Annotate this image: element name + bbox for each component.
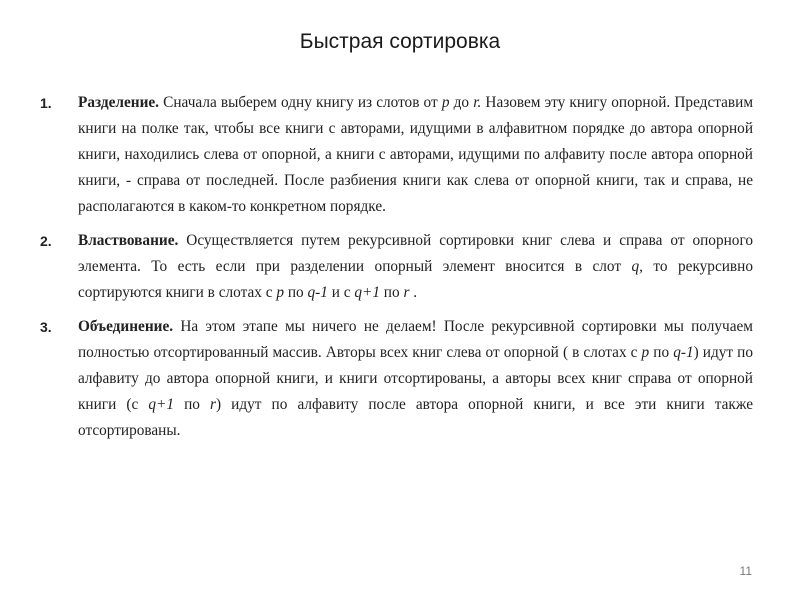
list-item-conquer (40, 228, 753, 306)
item-text: Назовем эту книгу опорной. Представим книги на полке так, чтобы все книги с авторами, идущими в алфавитном порядке до автора опорной книги, находились слева от опорной, а книги с авторами, идущими по алфавиту после автора опорной книги, - справа от последней. После разбиения книги как слева от опорной книги, так и справа, не располагаются в каком-то конкретном порядке. (78, 94, 753, 215)
item-text: по (649, 344, 674, 361)
item-text: по (284, 284, 308, 301)
item-text: по (173, 396, 210, 413)
item-variable: p (276, 284, 285, 301)
slide-title: Быстрая сортировка (299, 30, 501, 53)
page-number: 11 (739, 564, 752, 578)
item-number: 3. (40, 319, 52, 335)
item-variable: p (641, 344, 650, 361)
item-variable: q+1 (354, 284, 380, 301)
list-item-combine (40, 314, 753, 444)
item-number: 2. (40, 233, 52, 249)
item-number: 1. (40, 95, 52, 111)
item-variable: r (210, 396, 216, 413)
item-term: Разделение. (78, 94, 160, 111)
item-variable: r. (473, 94, 482, 111)
item-variable: q, (631, 258, 643, 275)
item-variable: q-1 (673, 344, 694, 361)
item-text: Сначала выберем одну книгу из слотов от (159, 94, 442, 111)
list-item-partition (40, 90, 753, 220)
item-text: до (449, 94, 474, 111)
item-text: по (379, 284, 404, 301)
item-term: Властвование. (78, 232, 179, 249)
item-text: . (409, 284, 418, 301)
item-variable: q+1 (148, 396, 174, 413)
steps-list (40, 90, 753, 452)
item-variable: r (403, 284, 410, 301)
item-variable: q-1 (307, 284, 328, 301)
item-variable: p (441, 94, 450, 111)
item-text: Осуществляется путем рекурсивной сортировки книг слева и справа от опорного элемента. То есть если при разделении опорный элемент вносится в слот (78, 232, 753, 275)
item-text: ) идут по алфавиту после автора опорной книги, и все эти книги также отсортированы. (78, 396, 754, 439)
item-text: и с (327, 284, 355, 301)
item-text: то рекурсивно сортируются книги в слотах с (78, 258, 753, 301)
item-text: ) идут по алфавиту до автора опорной книги, и книги отсортированы, а авторы всех книг справа от опорной книги (с (78, 344, 753, 413)
item-term: Объединение. (78, 318, 174, 335)
item-text: На этом этапе мы ничего не делаем! После рекурсивной сортировки мы получаем полностью отсортированный массив. Авторы всех книг слева от опорной ( в слотах с (78, 318, 753, 361)
